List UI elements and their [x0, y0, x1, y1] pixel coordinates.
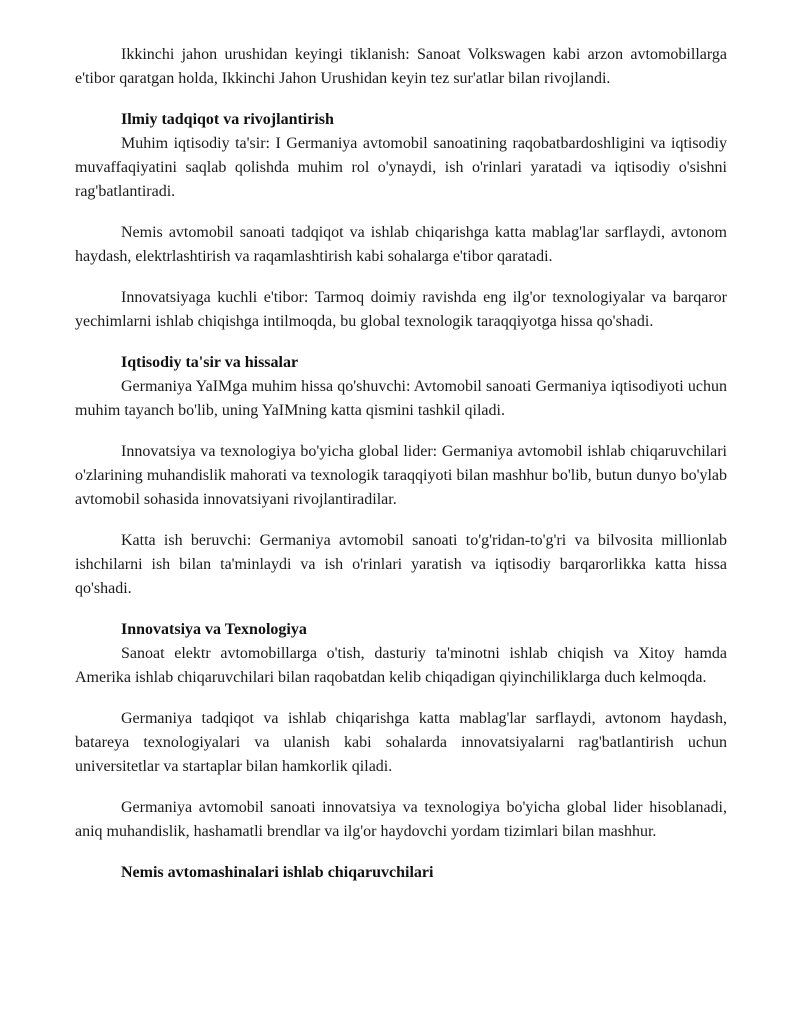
paragraph-gap — [75, 334, 727, 351]
paragraph-gap — [75, 690, 727, 707]
paragraph-gap — [75, 844, 727, 861]
paragraph-gdp-contributor: Germaniya YaIMga muhim hissa qo'shuvchi: Avtomobil sanoati Germaniya iqtisodiyoti uchun muhim tayanch bo'lib, uning YaIMning katta qismini tashkil qiladi. — [75, 378, 727, 419]
paragraph-economic-impact: Muhim iqtisodiy ta'sir: I Germaniya avtomobil sanoatining raqobatbardoshligini va iqtisodiy muvaffaqiyatini saqlab qolishda muhim rol o'ynaydi, ish o'rinlari yaratadi va iqtisodiy o'sishni rag'batlantiradi. — [75, 135, 727, 200]
document-page — [75, 43, 727, 885]
section-heading-research: Ilmiy tadqiqot va rivojlantirish — [121, 111, 334, 128]
paragraph-ev-transition: Sanoat elektr avtomobillarga o'tish, dasturiy ta'minotni ishlab chiqish va Xitoy hamda Amerika ishlab chiqaruvchilari bilan raqobatdan kelib chiqadigan qiyinchiliklarga duch kelmoqda. — [75, 645, 727, 686]
paragraph-global-leader: Innovatsiya va texnologiya bo'yicha global lider: Germaniya avtomobil ishlab chiqaruvchilari o'zlarining muhandislik mahorati va texnologik taraqqiyoti bilan mashhur bo'lib, butun dunyo bo'ylab avtomobil sohasida innovatsiyani rivojlantiradilar. — [75, 443, 727, 508]
paragraph-gap — [75, 423, 727, 440]
paragraph-gap — [75, 601, 727, 618]
paragraph-gap — [75, 779, 727, 796]
section-heading-economic: Iqtisodiy ta'sir va hissalar — [121, 354, 299, 371]
paragraph-gap — [75, 512, 727, 529]
section-heading-manufacturers: Nemis avtomashinalari ishlab chiqaruvchilari — [121, 864, 434, 881]
paragraph-large-employer: Katta ish beruvchi: Germaniya avtomobil sanoati to'g'ridan-to'g'ri va bilvosita millionlab ishchilarni ish bilan ta'minlaydi va ish o'rinlari yaratish va iqtisodiy barqarorlikka katta hissa qo'shadi. — [75, 532, 727, 597]
paragraph-research-collaboration: Germaniya tadqiqot va ishlab chiqarishga katta mablag'lar sarflaydi, avtonom haydash, batareya texnologiyalari va ulanish kabi sohalarda innovatsiyalarni rag'batlantirish uchun universitetlar va startaplar bilan hamkorlik qiladi. — [75, 710, 727, 775]
paragraph-engineering-leader: Germaniya avtomobil sanoati innovatsiya va texnologiya bo'yicha global lider hisoblanadi, aniq muhandislik, hashamatli brendlar va ilg'or haydovchi yordam tizimlari bilan mashhur. — [75, 799, 727, 840]
section-heading-innovation: Innovatsiya va Texnologiya — [121, 621, 307, 638]
paragraph-innovation-focus: Innovatsiyaga kuchli e'tibor: Tarmoq doimiy ravishda eng ilg'or texnologiyalar va barqaror yechimlarni ishlab chiqishga intilmoqda, bu global texnologik taraqqiyotga hissa qo'shadi. — [75, 289, 727, 330]
paragraph-gap — [75, 204, 727, 221]
paragraph-postwar-recovery: Ikkinchi jahon urushidan keyingi tiklanish: Sanoat Volkswagen kabi arzon avtomobillarga e'tibor qaratgan holda, Ikkinchi Jahon Urushidan keyin tez sur'atlar bilan rivojlandi. — [75, 46, 727, 87]
paragraph-gap — [75, 269, 727, 286]
paragraph-gap — [75, 91, 727, 108]
paragraph-rnd-investment: Nemis avtomobil sanoati tadqiqot va ishlab chiqarishga katta mablag'lar sarflaydi, avtonom haydash, elektrlashtirish va raqamlashtirish kabi sohalarga e'tibor qaratadi. — [75, 224, 727, 265]
